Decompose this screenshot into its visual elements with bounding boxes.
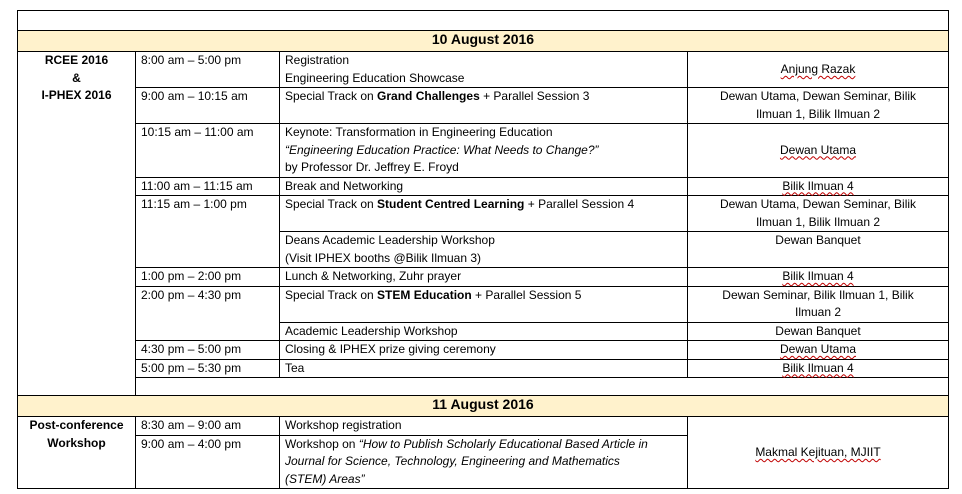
day1-header-row: [18, 31, 949, 52]
group-line: Post-conference: [29, 418, 124, 432]
workshop-title: (STEM) Areas”: [285, 471, 365, 486]
time-cell: 11:15 am – 1:00 pm: [136, 196, 280, 268]
time-cell: 2:00 pm – 4:30 pm: [136, 286, 280, 341]
keynote-title: “Engineering Education Practice: What Needs to Change?”: [285, 142, 599, 157]
venue-line: Ilmuan 1, Bilik Ilmuan 2: [755, 214, 881, 229]
track-name: Student Centred Learning: [377, 197, 525, 211]
table-row: [18, 124, 949, 178]
activity-line: Deans Academic Leadership Workshop: [285, 233, 495, 247]
time-cell: 9:00 am – 4:00 pm: [136, 435, 280, 489]
venue-line: Dewan Utama, Dewan Seminar, Bilik: [719, 197, 917, 211]
venue-cell: [688, 52, 949, 88]
venue-cell: [688, 341, 949, 360]
group-line: RCEE 2016: [44, 53, 109, 67]
top-blank-row: [18, 11, 949, 31]
venue-line: Ilmuan 2: [794, 305, 842, 319]
activity-cell: [280, 52, 688, 88]
table-row: [18, 177, 949, 196]
activity-line: Engineering Education Showcase: [285, 70, 465, 85]
time-cell: 1:00 pm – 2:00 pm: [136, 268, 280, 287]
venue-cell: [688, 196, 949, 232]
time-cell: 11:00 am – 11:15 am: [136, 177, 280, 196]
venue-text: Bilik Ilmuan 4: [782, 269, 854, 283]
activity-line: [285, 436, 682, 454]
venue-cell: [688, 88, 949, 124]
day2-date: 11 August 2016: [18, 396, 949, 417]
time-cell: 8:30 am – 9:00 am: [136, 417, 280, 436]
activity-cell: [280, 124, 688, 178]
speaker-line: by Professor Dr. Jeffrey E. Froyd: [285, 160, 459, 174]
activity-line: (Visit IPHEX booths @Bilik Ilmuan 3): [285, 250, 482, 265]
activity-cell: Lunch & Networking, Zuhr prayer: [280, 268, 688, 287]
venue-cell: [688, 177, 949, 196]
activity-cell: Workshop registration: [280, 417, 688, 436]
day2-group-label: [18, 417, 136, 489]
track-name: Grand Challenges: [377, 89, 480, 103]
blank-cell: [18, 11, 949, 31]
table-row: [18, 196, 949, 232]
day1-group-label: [18, 52, 136, 396]
activity-cell: [280, 88, 688, 124]
venue-cell: [688, 417, 949, 489]
time-cell: 9:00 am – 10:15 am: [136, 88, 280, 124]
venue-cell: [688, 286, 949, 322]
activity-text: Special Track on: [285, 287, 378, 302]
schedule-table: [17, 10, 949, 489]
venue-text: Bilik Ilmuan 4: [782, 178, 854, 193]
table-row: [18, 359, 949, 378]
activity-text: + Parallel Session 3: [479, 89, 590, 103]
activity-text: Workshop on: [285, 436, 359, 451]
time-cell: 5:00 pm – 5:30 pm: [136, 359, 280, 378]
venue-text: Dewan Utama: [779, 142, 857, 157]
activity-line: Keynote: Transformation in Engineering Education: [285, 125, 553, 139]
group-line: Workshop: [47, 435, 106, 450]
activity-cell: Closing & IPHEX prize giving ceremony: [280, 341, 688, 360]
table-row: [18, 88, 949, 124]
venue-cell: Dewan Banquet: [688, 232, 949, 268]
spacer-row: [18, 378, 949, 396]
table-row: [18, 286, 949, 322]
activity-cell: Break and Networking: [280, 177, 688, 196]
venue-line: Dewan Utama, Dewan Seminar, Bilik: [719, 89, 917, 103]
venue-line: Dewan Seminar, Bilik Ilmuan 1, Bilik: [722, 287, 914, 302]
activity-text: Special Track on: [285, 89, 378, 103]
venue-cell: [688, 124, 949, 178]
activity-cell: [280, 435, 688, 489]
table-row: [18, 52, 949, 88]
table-row: [18, 341, 949, 360]
spacer-cell: [136, 378, 949, 396]
day1-date: 10 August 2016: [18, 31, 949, 52]
table-row: [18, 268, 949, 287]
activity-cell: Academic Leadership Workshop: [280, 322, 688, 341]
time-cell: 10:15 am – 11:00 am: [136, 124, 280, 178]
activity-text: Special Track on: [285, 197, 378, 211]
venue-text: Anjung Razak: [780, 61, 856, 76]
venue-line: Ilmuan 1, Bilik Ilmuan 2: [755, 106, 881, 121]
activity-text: + Parallel Session 5: [471, 287, 582, 302]
workshop-title: “How to Publish Scholarly Educational Based Article in: [358, 436, 648, 451]
group-line: &: [72, 70, 81, 85]
venue-cell: [688, 268, 949, 287]
venue-text: Dewan Utama: [779, 342, 857, 356]
activity-cell: [280, 286, 688, 322]
group-line: I-PHEX 2016: [41, 88, 112, 102]
activity-cell: [280, 232, 688, 268]
time-cell: 4:30 pm – 5:00 pm: [136, 341, 280, 360]
venue-text: Makmal Kejituan, MJIIT: [755, 444, 881, 459]
activity-text: + Parallel Session 4: [524, 197, 635, 211]
venue-cell: Dewan Banquet: [688, 322, 949, 341]
table-row: [18, 417, 949, 436]
track-name: STEM Education: [377, 287, 472, 302]
activity-cell: Tea: [280, 359, 688, 378]
venue-cell: [688, 359, 949, 378]
workshop-title: Journal for Science, Technology, Engineering and Mathematics: [285, 454, 620, 468]
venue-text: Bilik Ilmuan 4: [782, 360, 854, 375]
activity-line: Registration: [285, 53, 350, 67]
day2-header-row: [18, 396, 949, 417]
time-cell: 8:00 am – 5:00 pm: [136, 52, 280, 88]
activity-cell: [280, 196, 688, 232]
